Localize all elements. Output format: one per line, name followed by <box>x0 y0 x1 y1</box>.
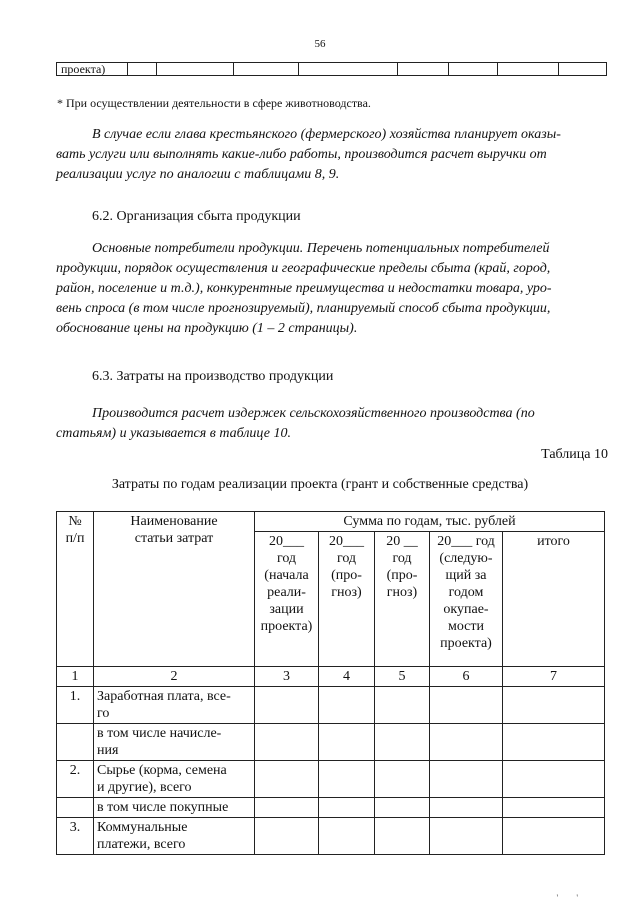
table-cell <box>375 724 430 761</box>
table-row <box>57 798 605 818</box>
table-cell <box>498 63 559 76</box>
row-number: 3. <box>57 818 94 855</box>
paragraph-sales: Основные потребители продукции. Перечень потенциальных потребителей продукции, порядок осуществления и географические пределы сбыта (край, город, район, поселение и т.д.), конкурентные преимущества и недостатки товара, уро- вень спроса (в том числе прогнозируемый), планируемый способ сбыта продукции, обоснование цены на продукцию (1 – 2 страницы). <box>56 241 552 336</box>
table-row <box>57 761 605 798</box>
table-cell <box>255 724 319 761</box>
row-name: в том числе покупные <box>94 798 255 818</box>
table-cell <box>503 818 605 855</box>
table-cell <box>157 63 234 76</box>
table-cell <box>430 818 503 855</box>
table-cell <box>375 798 430 818</box>
row-number <box>57 798 94 818</box>
column-header-year-4: 20___ год (следую- щий за годом окупае- мости проекта) <box>430 532 503 667</box>
row-name: Заработная плата, все- го <box>94 687 255 724</box>
section-heading-6-3: 6.3. Затраты на производство продукции <box>92 369 334 384</box>
index-cell: 1 <box>57 667 94 687</box>
table-cell <box>503 798 605 818</box>
row-name: Сырье (корма, семена и другие), всего <box>94 761 255 798</box>
table-cell <box>234 63 299 76</box>
index-cell: 4 <box>319 667 375 687</box>
table-header-row <box>57 512 605 532</box>
index-cell: 3 <box>255 667 319 687</box>
table-label: Таблица 10 <box>541 447 608 462</box>
table-title: Затраты по годам реализации проекта (грант и собственные средства) <box>111 477 529 492</box>
column-header-number: № п/п <box>57 512 94 667</box>
costs-table <box>56 511 605 855</box>
row-name: Коммунальные платежи, всего <box>94 818 255 855</box>
table-cell <box>319 818 375 855</box>
column-header-total: итого <box>503 532 605 667</box>
index-cell: 2 <box>94 667 255 687</box>
table-cell <box>430 687 503 724</box>
table-index-row <box>57 667 605 687</box>
table-row <box>57 687 605 724</box>
index-cell: 7 <box>503 667 605 687</box>
table-cell <box>503 724 605 761</box>
paragraph-services: В случае если глава крестьянского (фермерского) хозяйства планирует оказы- вать услуги или выполнять какие-либо работы, производится расчет выручки от реализации услуг по аналогии с таблицами 8, 9. <box>56 127 561 182</box>
column-header-year-2: 20___ год (про- гноз) <box>319 532 375 667</box>
table-cell <box>375 761 430 798</box>
row-number: 1. <box>57 687 94 724</box>
continued-table-row <box>56 62 607 76</box>
row-number: 2. <box>57 761 94 798</box>
table-cell <box>430 761 503 798</box>
table-cell <box>255 687 319 724</box>
table-cell <box>255 761 319 798</box>
table-cell <box>375 687 430 724</box>
table-cell <box>559 63 607 76</box>
section-heading-6-2: 6.2. Организация сбыта продукции <box>92 209 301 224</box>
table-cell <box>503 761 605 798</box>
table-cell <box>503 687 605 724</box>
table-cell <box>449 63 498 76</box>
table-row <box>57 724 605 761</box>
column-header-year-1: 20___ год (начала реали- зации проекта) <box>255 532 319 667</box>
table-cell <box>319 724 375 761</box>
table-cell <box>430 798 503 818</box>
row-name: в том числе начисле- ния <box>94 724 255 761</box>
table-cell <box>128 63 157 76</box>
table-cell: проекта) <box>57 63 128 76</box>
table-cell <box>255 798 319 818</box>
table-cell <box>375 818 430 855</box>
row-number <box>57 724 94 761</box>
index-cell: 6 <box>430 667 503 687</box>
table-row <box>57 818 605 855</box>
table-cell <box>299 63 398 76</box>
table-cell <box>319 687 375 724</box>
index-cell: 5 <box>375 667 430 687</box>
table-cell <box>398 63 449 76</box>
table-cell <box>319 761 375 798</box>
paragraph-costs: Производится расчет издержек сельскохозяйственного производства (по статьям) и указывается в таблице 10. <box>56 406 535 441</box>
footnote: * При осуществлении деятельности в сфере животноводства. <box>57 96 371 110</box>
table-cell <box>430 724 503 761</box>
table-cell <box>319 798 375 818</box>
column-header-year-3: 20 __ год (про- гноз) <box>375 532 430 667</box>
table-cell <box>255 818 319 855</box>
column-header-sum: Сумма по годам, тыс. рублей <box>255 512 605 532</box>
column-header-name: Наименование статьи затрат <box>94 512 255 667</box>
page-number: 56 <box>314 38 326 50</box>
scan-mark: ' ' <box>556 893 586 903</box>
